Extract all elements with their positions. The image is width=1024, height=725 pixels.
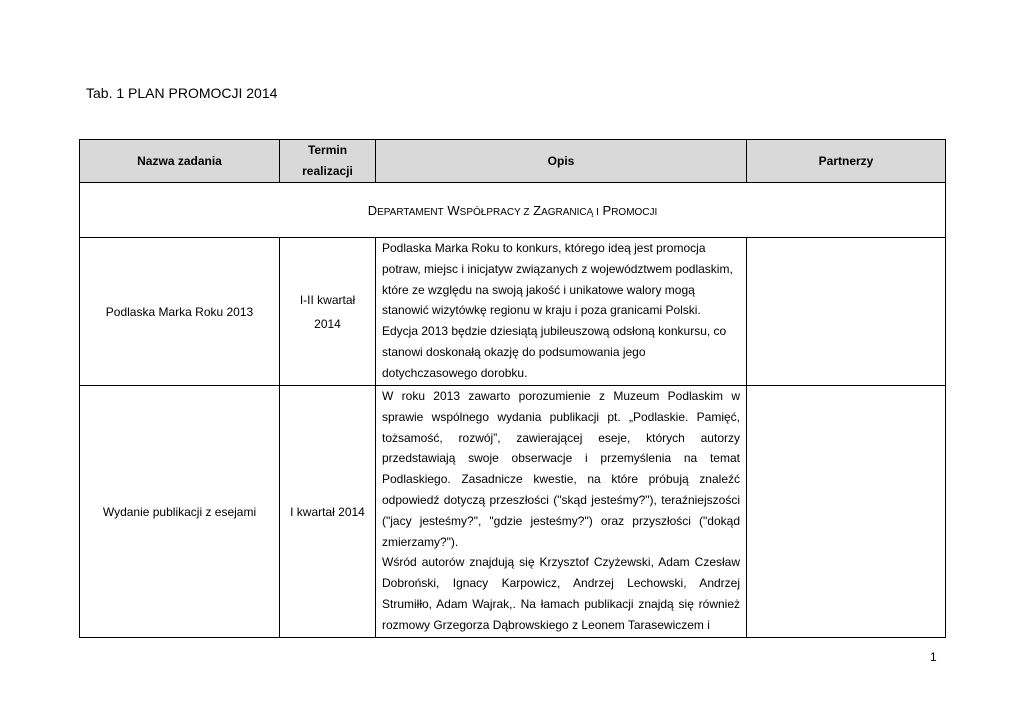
table-row bbox=[80, 238, 946, 386]
row1-desc-line: potraw, miejsc i inicjatyw związanych z województwem podlaskim, bbox=[382, 261, 733, 276]
row1-desc-line: stanowi doskonałą okazję do podsumowania jego bbox=[382, 344, 646, 359]
header-term-line2: realizacji bbox=[302, 164, 353, 178]
dept-w3-rest: AGRANICĄ I bbox=[541, 206, 599, 218]
dept-w1-first: D bbox=[367, 202, 378, 218]
row1-term-line1: I-II kwartał bbox=[299, 292, 356, 307]
row1-term bbox=[280, 238, 376, 386]
row1-desc-line: które ze względu na swoją jakość i unikatowe walory mogą bbox=[382, 282, 695, 297]
row2-task: Wydanie publikacji z esejami bbox=[80, 386, 280, 638]
row1-desc-line: dotychczasowego dorobku. bbox=[382, 365, 528, 380]
row1-term-line2: 2014 bbox=[314, 316, 341, 331]
header-term-line1: Termin bbox=[307, 143, 348, 157]
row1-description bbox=[376, 238, 747, 386]
row2-description bbox=[376, 386, 747, 638]
dept-w3-first: Z bbox=[533, 202, 542, 218]
dept-w4-first: P bbox=[602, 202, 612, 218]
table-header-row bbox=[80, 140, 946, 183]
row1-desc-line: stanowić wizytówkę regionu w kraju i poza granicami Polski. bbox=[382, 303, 701, 318]
header-task: Nazwa zadania bbox=[80, 140, 280, 183]
header-term bbox=[280, 140, 376, 183]
table-caption: Tab. 1 PLAN PROMOCJI 2014 bbox=[86, 85, 278, 101]
dept-w2-rest: SPÓŁPRACY Z bbox=[459, 206, 530, 218]
row2-desc-paragraph-1: W roku 2013 zawarto porozumienie z Muzeum Podlaskim w sprawie wspólnego wydania publikacji pt. „Podlaskie. Pamięć, tożsamość, rozwój”, zawierającej eseje, których autorzy przedstawiają swoje obserwacje i przemyślenia na temat Podlaskiego. Zasadnicze kwestie, na które próbują znaleźć odpowiedź dotyczą przeszłości ("skąd jesteśmy?"), teraźniejszości ("jacy jesteśmy?", "gdzie jesteśmy?") oraz przyszłości ("dokąd zmierzamy?"). bbox=[382, 389, 740, 549]
row2-desc-paragraph-2: Wśród autorów znajdują się Krzysztof Czyżewski, Adam Czesław Dobroński, Ignacy Karpowicz, Andrzej Lechowski, Andrzej Strumiłło, Adam Wajrak,. Na łamach publikacji znajdą się również rozmowy Grzegorza Dąbrowskiego z Leonem Tarasewiczem i bbox=[382, 555, 740, 632]
row2-term: I kwartał 2014 bbox=[280, 386, 376, 638]
department-heading bbox=[80, 183, 946, 238]
row1-desc-line: Edycja 2013 będzie dziesiątą jubileuszową odsłoną konkursu, co bbox=[382, 324, 727, 339]
row1-task: Podlaska Marka Roku 2013 bbox=[80, 238, 280, 386]
row1-partners bbox=[747, 238, 946, 386]
table-row bbox=[80, 386, 946, 638]
promotion-plan-table bbox=[79, 139, 946, 638]
row2-partners bbox=[747, 386, 946, 638]
header-partners: Partnerzy bbox=[747, 140, 946, 183]
dept-w4-rest: ROMOCJI bbox=[611, 206, 658, 218]
dept-w2-first: W bbox=[447, 202, 460, 218]
page-number: 1 bbox=[930, 650, 937, 664]
row1-desc-line: Podlaska Marka Roku to konkurs, którego ideą jest promocja bbox=[382, 241, 706, 255]
dept-w1-rest: EPARTAMENT bbox=[377, 206, 444, 218]
header-description: Opis bbox=[376, 140, 747, 183]
department-row bbox=[80, 183, 946, 238]
